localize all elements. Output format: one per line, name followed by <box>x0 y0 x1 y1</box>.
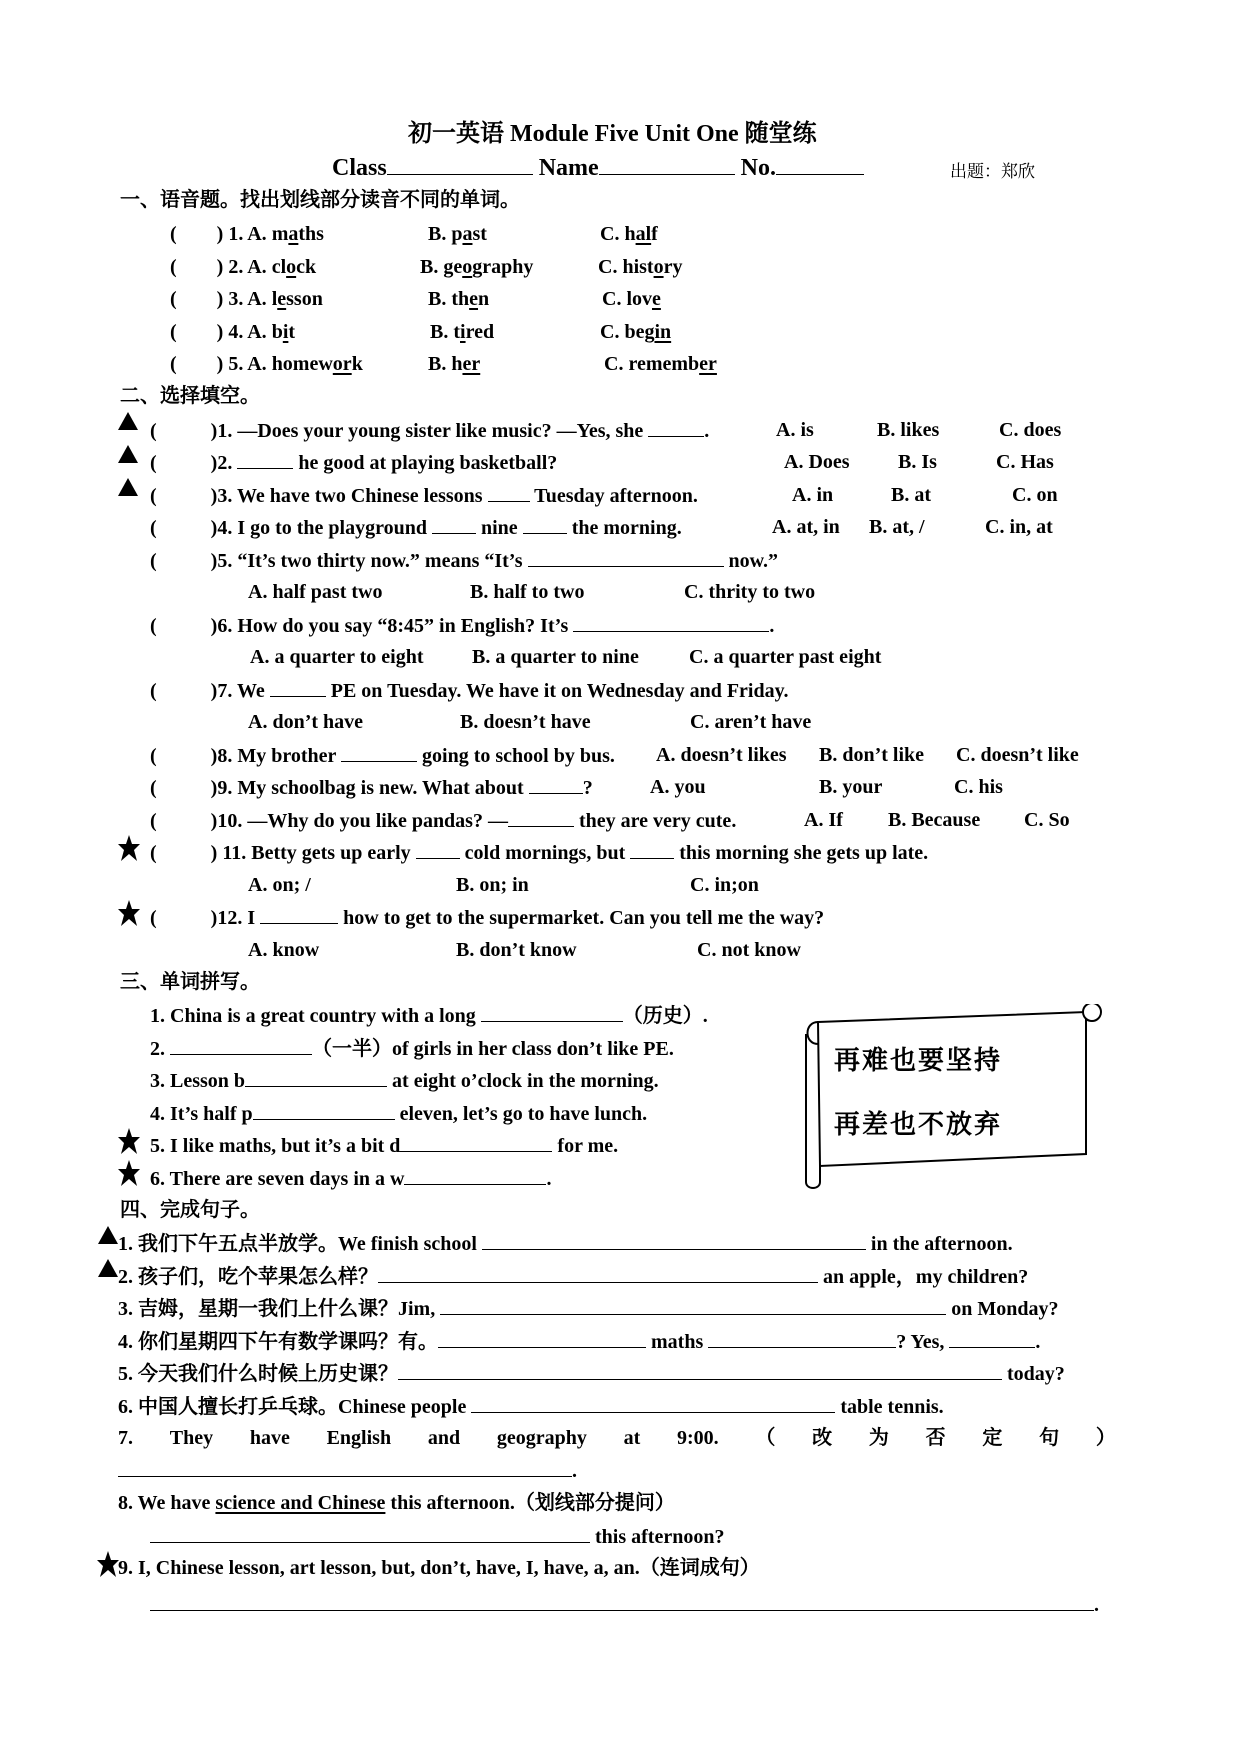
sentence-item-3: 3. 吉姆，星期一我们上什么课？Jim, on Monday? <box>118 1298 1059 1320</box>
motto-line-1: 再难也要坚持 <box>834 1046 1003 1076</box>
answer-blank[interactable] <box>170 1036 312 1055</box>
option-c: C. aren’t have <box>690 711 812 733</box>
option-a: A. a quarter to eight <box>250 646 424 668</box>
answer-blank[interactable] <box>630 840 674 859</box>
answer-blank[interactable] <box>523 515 567 534</box>
sentence-item-8-answer: this afternoon? <box>150 1524 724 1549</box>
spelling-item-3: 3. Lesson b at eight o’clock in the morning. <box>150 1070 659 1092</box>
answer-blank[interactable] <box>118 1458 572 1477</box>
triangle-mark-icon <box>117 476 139 498</box>
mc-question-4: ( )4. I go to the playground nine the morning. <box>150 517 682 539</box>
sentence-item-7: 7. They have English and geography at 9:00. （ 改 为 否 定 句 ） <box>118 1427 1116 1449</box>
student-info-line <box>332 156 864 180</box>
option-b: B. on; in <box>456 874 529 896</box>
answer-blank[interactable] <box>708 1329 896 1348</box>
phonics-question-1: ( ) 1. A. maths <box>170 223 324 245</box>
option-b: B. half to two <box>470 581 585 603</box>
option-b: B. tired <box>430 321 495 343</box>
option-c: C. does <box>999 419 1062 441</box>
no-blank[interactable] <box>776 156 864 175</box>
option-b: B. at <box>891 484 931 506</box>
answer-blank[interactable] <box>398 1361 1002 1380</box>
option-c: C. in, at <box>985 516 1053 538</box>
mc-question-8: ( )8. My brother going to school by bus. <box>150 745 615 767</box>
sentence-item-9-answer: . <box>150 1592 1099 1617</box>
option-b: B. don’t know <box>456 939 577 961</box>
answer-blank[interactable] <box>150 1592 1094 1611</box>
option-a: A. don’t have <box>248 711 364 733</box>
underlined-phrase: science and Chinese <box>215 1492 386 1514</box>
mc-question-9: ( )9. My schoolbag is new. What about ? <box>150 777 593 799</box>
option-b: B. likes <box>877 419 940 441</box>
class-label: Class <box>332 155 387 181</box>
mc-question-12: ( )12. I how to get to the supermarket. Can you tell me the way? <box>150 907 825 929</box>
motto-scroll-icon <box>796 1004 1102 1192</box>
option-a: A. at, in <box>772 516 840 538</box>
section4-heading: 四、完成句子。 <box>120 1199 260 1221</box>
worksheet-title: 初一英语 Module Five Unit One 随堂练 <box>408 121 817 147</box>
sentence-item-8: 8. We have science and Chinese this afternoon.（划线部分提问） <box>118 1492 675 1514</box>
option-c: C. half <box>600 223 658 245</box>
answer-blank[interactable] <box>440 1296 946 1315</box>
phonics-question-3: ( ) 3. A. lesson <box>170 288 323 310</box>
sentence-item-9: 9. I, Chinese lesson, art lesson, but, don’t, have, I, have, a, an.（连词成句） <box>118 1557 760 1579</box>
mc-question-6: ( )6. How do you say “8:45” in English? It’s . <box>150 615 775 637</box>
triangle-mark-icon <box>117 410 139 432</box>
option-c: C. a quarter past eight <box>689 646 882 668</box>
star-mark-icon <box>117 1159 141 1187</box>
sentence-item-4: 4. 你们星期四下午有数学课吗？有。 maths ? Yes, . <box>118 1331 1041 1353</box>
mc-question-5: ( )5. “It’s two thirty now.” means “It’s now.” <box>150 550 778 572</box>
spelling-item-5: 5. I like maths, but it’s a bit d for me. <box>150 1135 619 1157</box>
option-c: C. thrity to two <box>684 581 816 603</box>
option-c: C. remember <box>604 353 717 375</box>
option-c: C. his <box>954 776 1003 798</box>
option-c: C. begin <box>600 321 672 343</box>
option-a: A. is <box>776 419 814 441</box>
section3-heading: 三、单词拼写。 <box>120 971 260 993</box>
option-b: B. Because <box>888 809 981 831</box>
sentence-item-1: 1. 我们下午五点半放学。We finish school in the afternoon. <box>118 1233 1013 1255</box>
triangle-mark-icon <box>97 1257 119 1279</box>
spelling-item-2: 2. （一半）of girls in her class don’t like PE. <box>150 1038 674 1060</box>
motto-line-2: 再差也不放弃 <box>834 1110 1003 1140</box>
option-b: B. past <box>428 223 487 245</box>
no-label: No. <box>740 155 777 181</box>
section1-heading: 一、语音题。找出划线部分读音不同的单词。 <box>120 189 520 211</box>
answer-blank[interactable] <box>481 1003 623 1022</box>
option-c: C. history <box>598 256 683 278</box>
class-blank[interactable] <box>387 156 533 175</box>
sentence-item-6: 6. 中国人擅长打乒乓球。Chinese people table tennis. <box>118 1396 944 1418</box>
option-a: A. half past two <box>248 581 383 603</box>
answer-blank[interactable] <box>270 678 326 697</box>
option-a: A. on; / <box>248 874 311 896</box>
answer-blank[interactable] <box>648 418 704 437</box>
mc-question-3: ( )3. We have two Chinese lessons Tuesday afternoon. <box>150 485 698 507</box>
name-blank[interactable] <box>599 156 735 175</box>
option-b: B. your <box>819 776 883 798</box>
option-a: A. know <box>248 939 320 961</box>
answer-blank[interactable] <box>488 483 530 502</box>
option-a: A. doesn’t likes <box>656 744 787 766</box>
option-c: C. Has <box>996 451 1054 473</box>
star-mark-icon <box>117 834 141 862</box>
option-b: B. geography <box>420 256 534 278</box>
star-mark-icon <box>117 899 141 927</box>
answer-blank[interactable] <box>341 743 417 762</box>
answer-blank[interactable] <box>404 1166 546 1185</box>
spelling-item-6: 6. There are seven days in a w . <box>150 1168 552 1190</box>
mc-question-7: ( )7. We PE on Tuesday. We have it on Wednesday and Friday. <box>150 680 789 702</box>
spelling-item-4: 4. It’s half p eleven, let’s go to have lunch. <box>150 1103 648 1125</box>
option-b: B. then <box>428 288 490 310</box>
answer-blank[interactable] <box>400 1133 552 1152</box>
option-a: A. in <box>792 484 834 506</box>
answer-blank[interactable] <box>432 515 476 534</box>
sentence-item-2: 2. 孩子们，吃个苹果怎么样？ an apple，my children? <box>118 1266 1029 1288</box>
triangle-mark-icon <box>117 443 139 465</box>
triangle-mark-icon <box>97 1224 119 1246</box>
section2-heading: 二、选择填空。 <box>120 385 260 407</box>
answer-blank[interactable] <box>260 905 338 924</box>
phonics-question-5: ( ) 5. A. homework <box>170 353 363 375</box>
option-c: C. in;on <box>690 874 759 896</box>
mc-question-10: ( )10. —Why do you like pandas? — they are very cute. <box>150 810 737 832</box>
star-mark-icon <box>96 1550 120 1578</box>
answer-blank[interactable] <box>237 450 293 469</box>
option-b: B. her <box>428 353 481 375</box>
option-a: A. you <box>650 776 706 798</box>
mc-question-2: ( )2. he good at playing basketball? <box>150 452 558 474</box>
option-c: C. on <box>1012 484 1058 506</box>
star-mark-icon <box>117 1127 141 1155</box>
option-b: B. doesn’t have <box>460 711 591 733</box>
answer-blank[interactable] <box>573 613 769 632</box>
phonics-question-2: ( ) 2. A. clock <box>170 256 317 278</box>
answer-blank[interactable] <box>482 1231 866 1250</box>
option-a: A. If <box>804 809 843 831</box>
option-a: A. Does <box>784 451 850 473</box>
answer-blank[interactable] <box>529 775 583 794</box>
option-c: C. not know <box>697 939 801 961</box>
option-b: B. at, / <box>869 516 925 538</box>
answer-blank[interactable] <box>528 548 724 567</box>
mc-question-1: ( )1. —Does your young sister like music? —Yes, she . <box>150 420 710 442</box>
option-b: B. don’t like <box>819 744 925 766</box>
name-label: Name <box>538 155 599 181</box>
option-b: B. a quarter to nine <box>472 646 639 668</box>
author-credit: 出题：郑欣 <box>950 162 1035 181</box>
option-c: C. love <box>602 288 661 310</box>
option-c: C. doesn’t like <box>956 744 1079 766</box>
option-b: B. Is <box>898 451 937 473</box>
phonics-question-4: ( ) 4. A. bit <box>170 321 296 343</box>
answer-blank[interactable] <box>378 1264 818 1283</box>
spelling-item-1: 1. China is a great country with a long （历史）. <box>150 1005 708 1027</box>
answer-blank[interactable] <box>949 1329 1035 1348</box>
answer-blank[interactable] <box>245 1068 387 1087</box>
answer-blank[interactable] <box>438 1329 646 1348</box>
mc-question-11: ( ) 11. Betty gets up early cold mornings, but this morning she gets up late. <box>150 842 929 864</box>
sentence-item-7-answer: . <box>118 1458 577 1483</box>
answer-blank[interactable] <box>471 1394 835 1413</box>
answer-blank[interactable] <box>416 840 460 859</box>
answer-blank[interactable] <box>150 1524 590 1543</box>
answer-blank[interactable] <box>508 808 574 827</box>
answer-blank[interactable] <box>253 1101 395 1120</box>
sentence-item-5: 5. 今天我们什么时候上历史课？ today? <box>118 1363 1065 1385</box>
option-c: C. So <box>1024 809 1070 831</box>
